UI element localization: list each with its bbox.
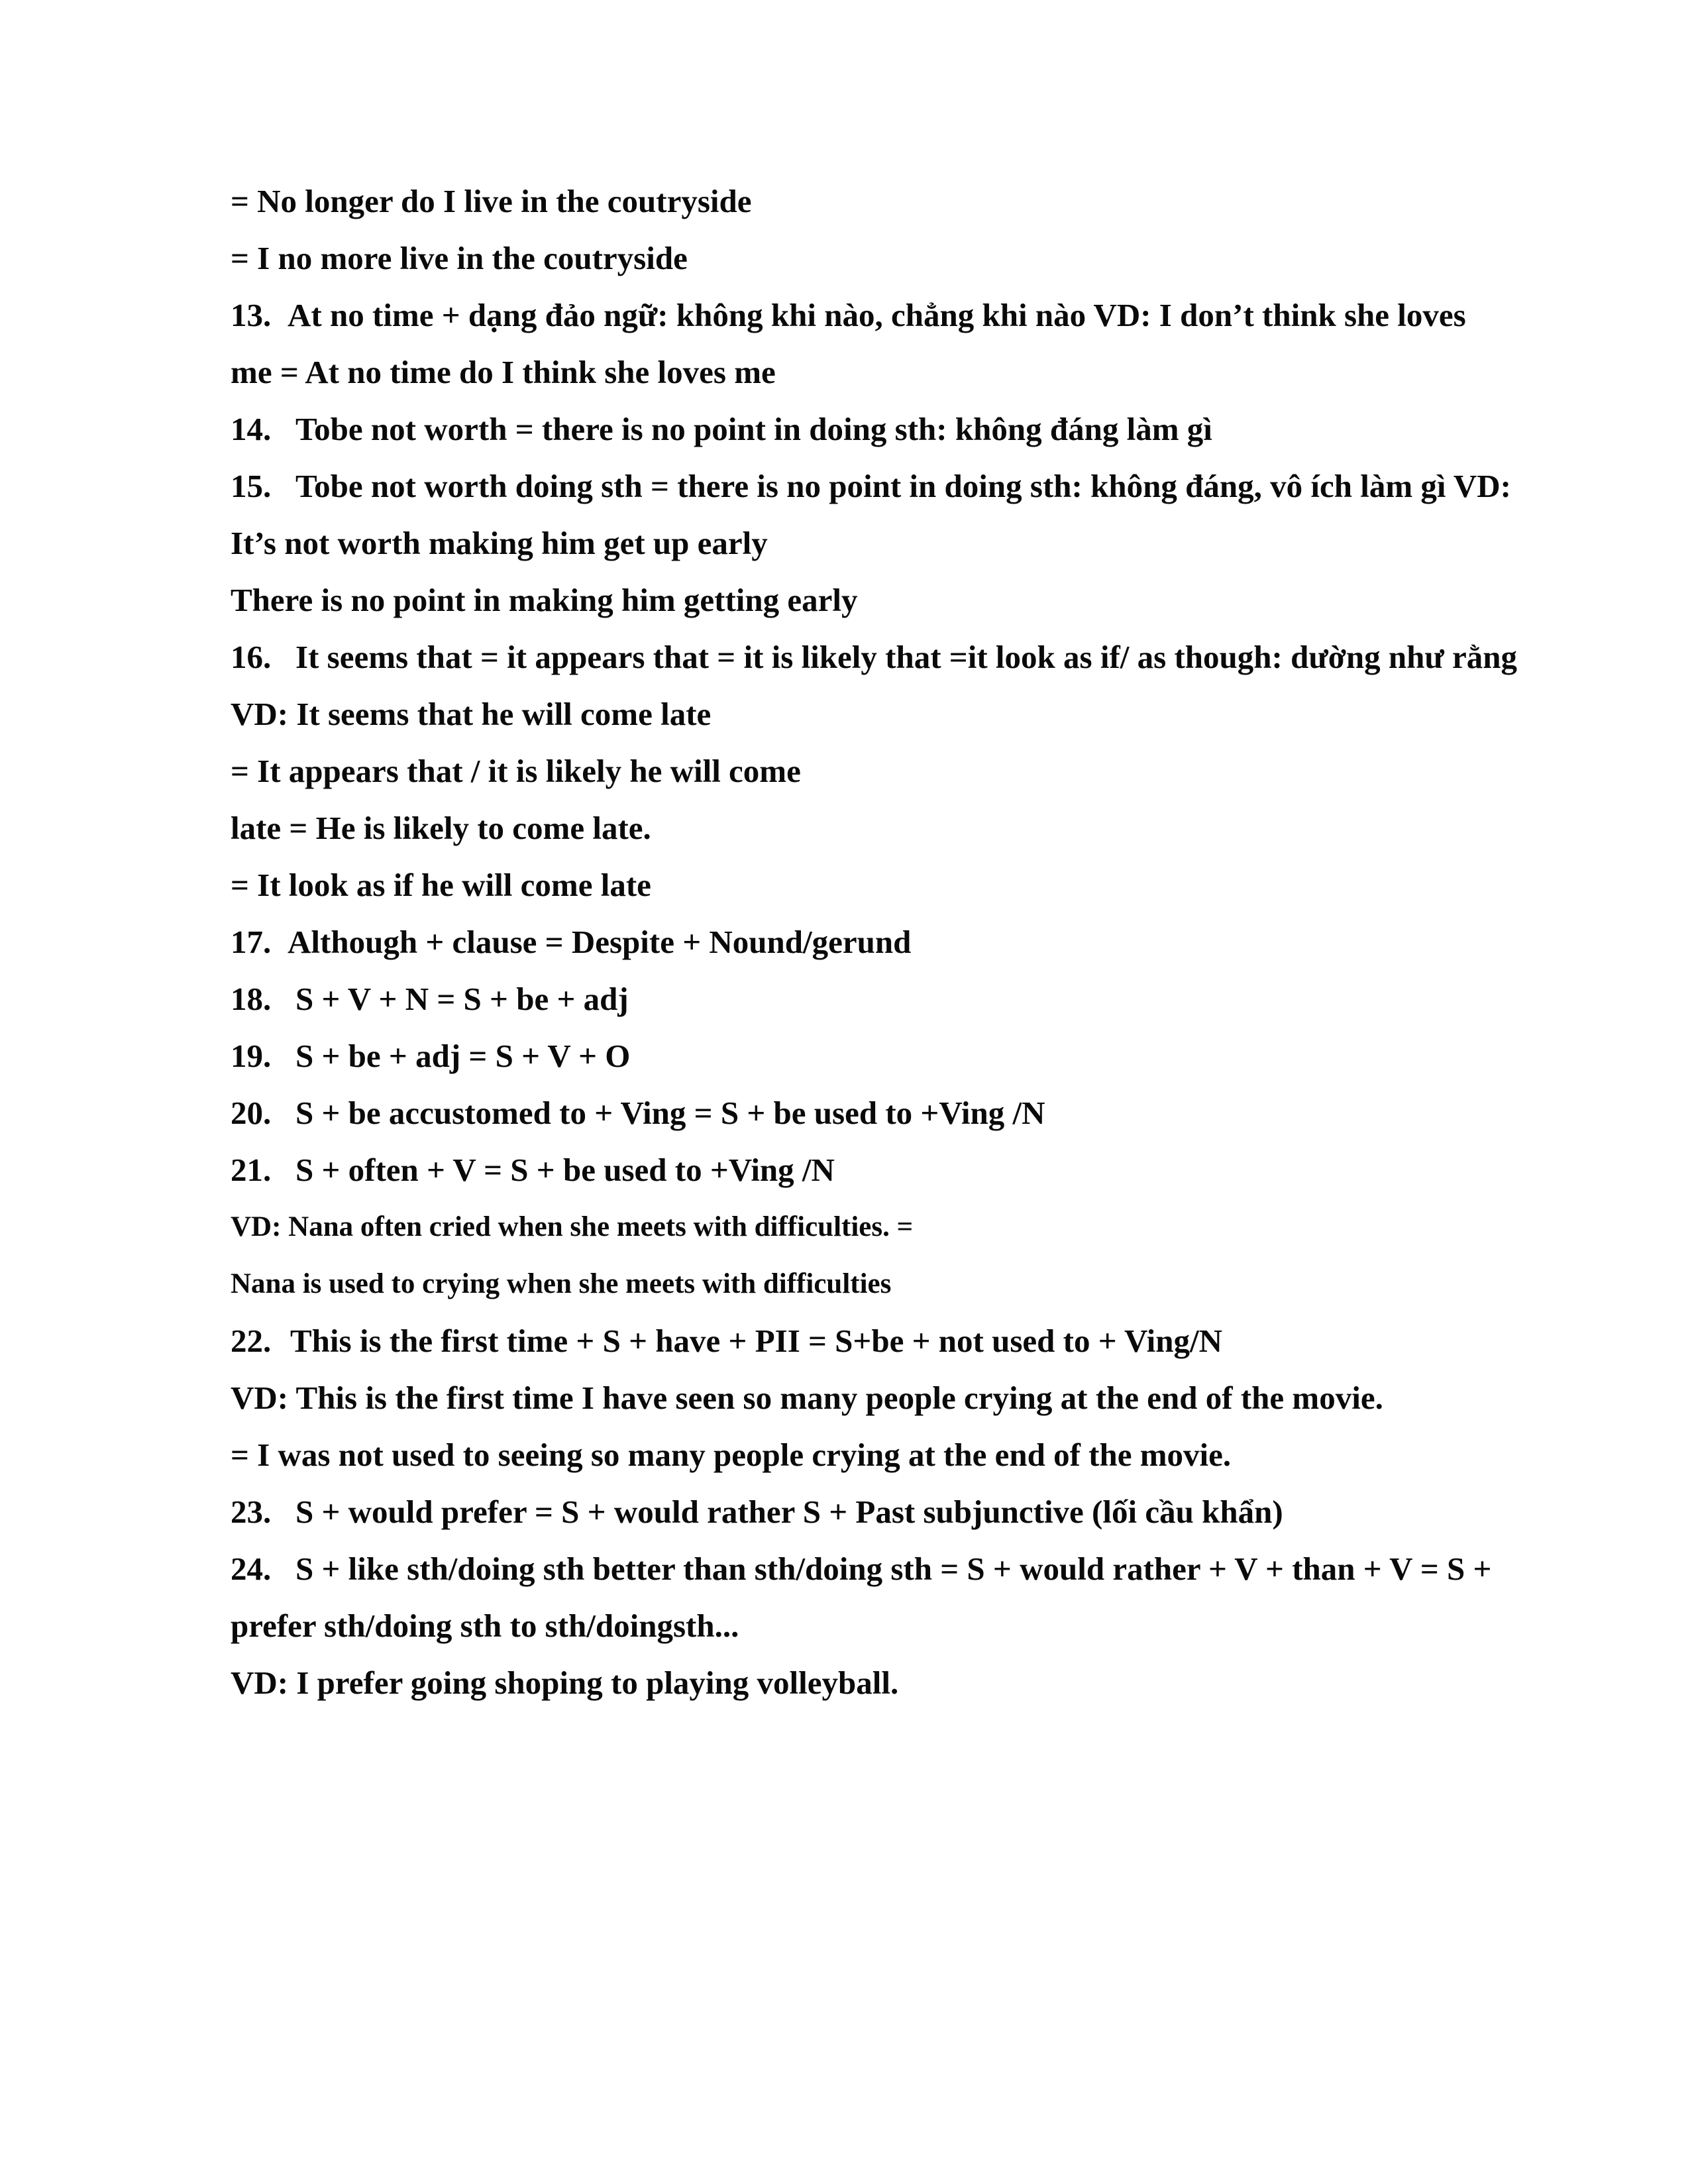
item-number: 22. (231, 1323, 272, 1359)
line-text: = I was not used to seeing so many people crying at the end of the movie. (231, 1437, 1232, 1473)
line-text: This is the first time + S + have + PII = S+be + not used to + Ving/N (290, 1323, 1222, 1359)
text-line (231, 239, 688, 278)
list-item-23 (231, 1492, 1283, 1532)
line-text: S + like sth/doing sth better than sth/doing sth = S + would rather + V + than + V = S + (295, 1551, 1492, 1587)
item-number: 23. (231, 1494, 272, 1530)
line-text: It seems that = it appears that = it is likely that =it look as if/ as though: dường như rằng (295, 639, 1518, 675)
text-line (231, 1207, 913, 1247)
text-line (231, 1378, 1383, 1418)
list-item-24 (231, 1549, 1491, 1589)
list-item-17 (231, 922, 911, 962)
text-line (231, 1264, 891, 1304)
list-item-18 (231, 979, 629, 1019)
line-text: S + be + adj = S + V + O (295, 1038, 631, 1074)
item-number: 17. (231, 924, 272, 960)
list-item-22 (231, 1321, 1222, 1361)
line-text: S + V + N = S + be + adj (295, 981, 629, 1017)
text-line (231, 580, 858, 620)
line-text: Tobe not worth doing sth = there is no point in doing sth: không đáng, vô ích làm gì VD: (295, 468, 1511, 504)
text-line (231, 1663, 898, 1703)
line-text: At no time + dạng đảo ngữ: không khi nào, chẳng khi nào VD: I don’t think she loves (288, 297, 1466, 333)
item-number: 13. (231, 297, 272, 333)
line-text: S + be accustomed to + Ving = S + be used to +Ving /N (295, 1095, 1045, 1131)
item-number: 21. (231, 1152, 272, 1188)
line-text: VD: I prefer going shoping to playing volleyball. (231, 1665, 899, 1701)
line-text: = I no more live in the coutryside (231, 240, 688, 276)
list-item-20 (231, 1093, 1045, 1133)
line-text: Tobe not worth = there is no point in doing sth: không đáng làm gì (295, 411, 1212, 447)
line-text: It’s not worth making him get up early (231, 525, 768, 561)
text-line (231, 523, 768, 563)
text-line (231, 865, 651, 905)
line-text: prefer sth/doing sth to sth/doingsth... (231, 1608, 739, 1644)
text-line (231, 1606, 739, 1646)
text-line (231, 1435, 1231, 1475)
item-number: 19. (231, 1038, 272, 1074)
line-text: Nana is used to crying when she meets with difficulties (231, 1268, 892, 1299)
line-text: VD: This is the first time I have seen so many people crying at the end of the movie. (231, 1380, 1383, 1416)
item-number: 24. (231, 1551, 272, 1587)
list-item-14 (231, 410, 1212, 449)
line-text: S + often + V = S + be used to +Ving /N (295, 1152, 835, 1188)
line-text: = No longer do I live in the coutryside (231, 183, 752, 219)
item-number: 18. (231, 981, 272, 1017)
line-text: VD: Nana often cried when she meets with difficulties. = (231, 1211, 914, 1242)
text-line (231, 182, 752, 221)
line-text: S + would prefer = S + would rather S + Past subjunctive (lối cầu khẩn) (295, 1494, 1283, 1530)
item-number: 20. (231, 1095, 272, 1131)
text-line (231, 751, 801, 791)
line-text: = It look as if he will come late (231, 867, 651, 903)
line-text: VD: It seems that he will come late (231, 696, 712, 732)
item-number: 15. (231, 468, 272, 504)
list-item-15 (231, 466, 1511, 506)
line-text: late = He is likely to come late. (231, 810, 651, 846)
line-text: There is no point in making him getting early (231, 582, 858, 618)
list-item-16 (231, 637, 1517, 677)
line-text: = It appears that / it is likely he will come (231, 753, 801, 789)
item-number: 14. (231, 411, 272, 447)
list-item-19 (231, 1036, 630, 1076)
text-line (231, 694, 711, 734)
line-text: Although + clause = Despite + Nound/gerund (288, 924, 912, 960)
line-text: me = At no time do I think she loves me (231, 354, 776, 390)
text-line (231, 808, 651, 848)
item-number: 16. (231, 639, 272, 675)
text-line (231, 353, 776, 392)
list-item-21 (231, 1150, 835, 1190)
list-item-13 (231, 296, 1466, 335)
